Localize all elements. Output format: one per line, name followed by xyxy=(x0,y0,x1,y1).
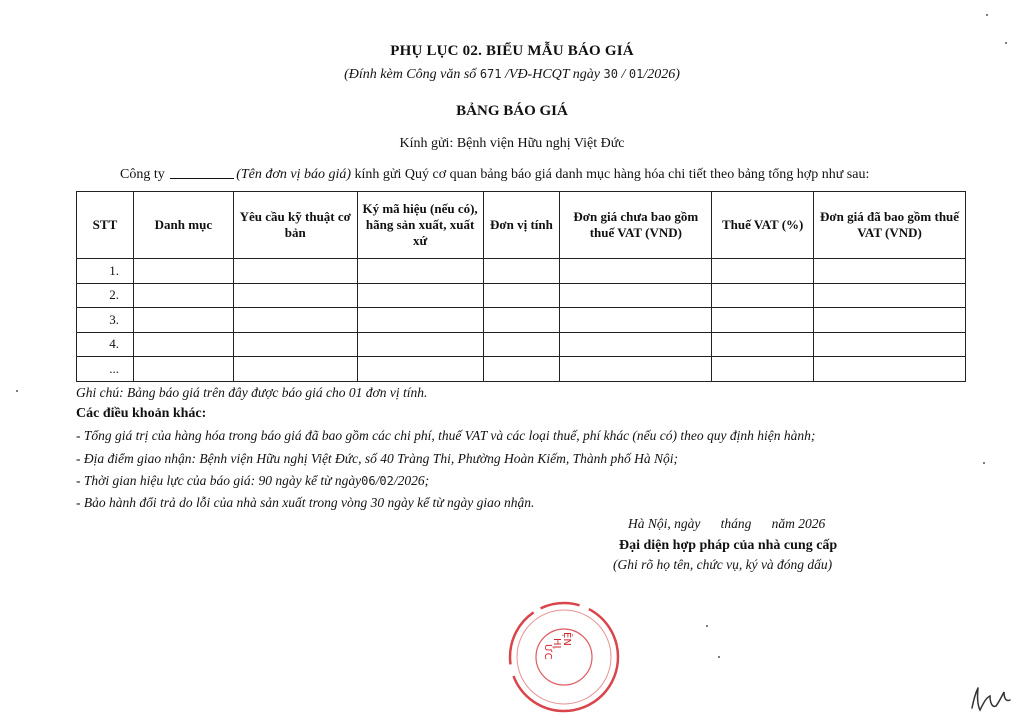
company-name-blank xyxy=(170,178,234,179)
scan-speck xyxy=(16,390,18,392)
cell-unit xyxy=(483,283,560,308)
cell-category xyxy=(133,259,233,284)
cell-tech xyxy=(233,332,357,357)
cell-tech xyxy=(233,283,357,308)
term-item: - Địa điểm giao nhận: Bệnh viện Hữu nghị Việt Đức, số 40 Tràng Thi, Phường Hoàn Kiếm, Thành phố Hà Nội; xyxy=(76,451,679,466)
cell-model xyxy=(357,283,483,308)
row-number: ... xyxy=(77,357,134,382)
row-number: 3. xyxy=(77,308,134,333)
term-item: - Tổng giá trị của hàng hóa trong báo giá đã bao gồm các chi phí, thuế VAT và các loại thuế, phí khác (nếu có) theo quy định hiện hành; xyxy=(76,428,816,443)
cell-unit xyxy=(483,357,560,382)
table-header-row xyxy=(77,192,966,259)
header-price-excl-vat: Đơn giá chưa bao gồm thuế VAT (VND) xyxy=(560,192,712,259)
quote-heading: BẢNG BÁO GIÁ xyxy=(456,103,568,119)
intro-paragraph xyxy=(120,167,869,183)
header-vat: Thuế VAT (%) xyxy=(712,192,814,259)
table-row xyxy=(77,332,966,357)
intro-prefix: Công ty xyxy=(120,167,165,182)
cell-price-excl xyxy=(560,308,712,333)
cell-model xyxy=(357,308,483,333)
validity-prefix: - Thời gian hiệu lực của báo giá: 90 ngày kể từ ngày xyxy=(76,473,362,488)
handwritten-validity-month: 02 xyxy=(379,474,394,488)
cell-vat xyxy=(712,259,814,284)
header-category: Danh mục xyxy=(133,192,233,259)
signature-instruction: (Ghi rõ họ tên, chức vụ, ký và đóng dấu) xyxy=(613,557,833,572)
table-row xyxy=(77,308,966,333)
scan-speck xyxy=(706,625,708,627)
cell-model xyxy=(357,259,483,284)
cell-price-excl xyxy=(560,259,712,284)
cell-price-incl xyxy=(814,357,966,382)
quote-table xyxy=(76,191,966,382)
row-number: 1. xyxy=(77,259,134,284)
cell-category xyxy=(133,332,233,357)
cell-unit xyxy=(483,332,560,357)
handwritten-doc-number: 671 xyxy=(479,67,502,81)
cell-unit xyxy=(483,308,560,333)
cell-price-excl xyxy=(560,332,712,357)
subtitle-sep: / xyxy=(621,67,626,82)
scan-speck xyxy=(986,14,988,16)
cell-category xyxy=(133,357,233,382)
cell-unit xyxy=(483,259,560,284)
table-row xyxy=(77,283,966,308)
validity-suffix: /2026; xyxy=(393,473,430,488)
cell-tech xyxy=(233,308,357,333)
subtitle-suffix: /2026) xyxy=(643,67,680,82)
cell-category xyxy=(133,308,233,333)
cell-tech xyxy=(233,357,357,382)
handwritten-validity-day: 06 xyxy=(361,474,376,488)
scan-speck xyxy=(718,656,720,658)
cell-model xyxy=(357,332,483,357)
company-hint: (Tên đơn vị báo giá) xyxy=(236,167,352,182)
cell-model xyxy=(357,357,483,382)
stamp-fragment: ỆN xyxy=(561,632,572,646)
table-row xyxy=(77,259,966,284)
cell-vat xyxy=(712,308,814,333)
header-price-incl-vat: Đơn giá đã bao gồm thuế VAT (VND) xyxy=(814,192,966,259)
row-number: 4. xyxy=(77,332,134,357)
term-warranty: - Bảo hành đổi trả do lỗi của nhà sản xuất trong vòng 30 ngày kể từ ngày giao nhận. xyxy=(76,495,535,510)
header-model-manufacturer: Ký mã hiệu (nếu có), hãng sản xuất, xuất xứ xyxy=(357,192,483,259)
scan-speck xyxy=(1005,42,1007,44)
cell-category xyxy=(133,283,233,308)
row-number: 2. xyxy=(77,283,134,308)
cell-price-incl xyxy=(814,332,966,357)
cell-tech xyxy=(233,259,357,284)
cell-price-incl xyxy=(814,283,966,308)
handwritten-day: 30 xyxy=(603,67,618,81)
signature-date-line: Hà Nội, ngày tháng năm 2026 xyxy=(628,516,826,531)
terms-heading: Các điều khoản khác: xyxy=(76,406,207,421)
stamp-fragment: ỨC xyxy=(542,644,553,660)
table-row xyxy=(77,357,966,382)
validity-sep: / xyxy=(375,473,380,488)
document-title: PHỤ LỤC 02. BIỂU MẪU BÁO GIÁ xyxy=(390,43,634,59)
term-validity xyxy=(76,473,429,489)
subtitle-prefix: (Đính kèm Công văn số xyxy=(344,67,477,82)
cell-vat xyxy=(712,332,814,357)
note-text: Ghi chú: Bảng báo giá trên đây được báo giá cho 01 đơn vị tính. xyxy=(76,385,428,400)
cell-price-excl xyxy=(560,357,712,382)
signature-role: Đại diện hợp pháp của nhà cung cấp xyxy=(619,538,838,553)
header-unit: Đơn vị tính xyxy=(483,192,560,259)
cell-price-incl xyxy=(814,259,966,284)
header-tech-requirements: Yêu cầu kỹ thuật cơ bản xyxy=(233,192,357,259)
greeting: Kính gửi: Bệnh viện Hữu nghị Việt Đức xyxy=(399,136,625,151)
handwritten-initials-icon xyxy=(966,684,1016,714)
red-stamp-icon xyxy=(505,598,623,716)
cell-vat xyxy=(712,357,814,382)
stamp-fragment: HỊ xyxy=(551,638,562,649)
subtitle-middle: /VĐ-HCQT ngày xyxy=(505,67,601,82)
cell-price-incl xyxy=(814,308,966,333)
intro-rest: kính gửi Quý cơ quan bảng báo giá danh mục hàng hóa chi tiết theo bảng tổng hợp như sau: xyxy=(354,167,870,182)
handwritten-month: 01 xyxy=(628,67,644,81)
document-subtitle xyxy=(0,67,1024,83)
scan-speck xyxy=(983,462,985,464)
cell-price-excl xyxy=(560,283,712,308)
cell-vat xyxy=(712,283,814,308)
header-stt: STT xyxy=(77,192,134,259)
